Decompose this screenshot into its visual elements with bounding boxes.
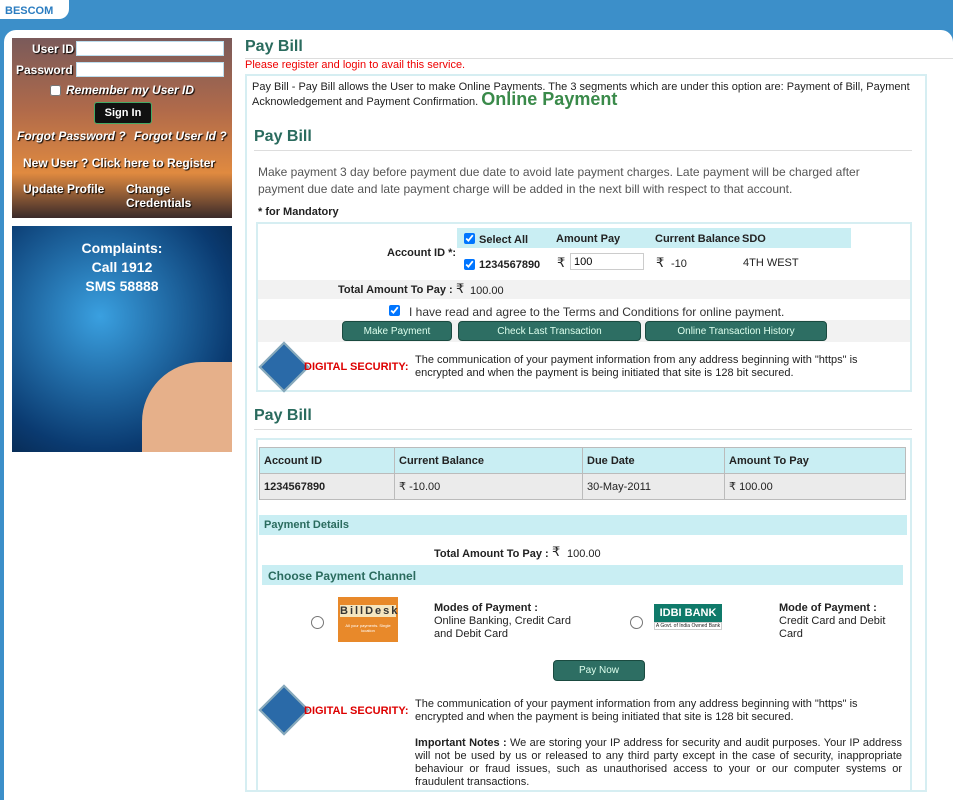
online-transaction-history-button[interactable]: Online Transaction History	[645, 321, 827, 341]
th-current-balance: Current Balance	[395, 448, 583, 474]
make-payment-button[interactable]: Make Payment	[342, 321, 452, 341]
notes-label: Important Notes :	[415, 737, 507, 749]
th-amount-to-pay: Amount To Pay	[725, 448, 906, 474]
digital-security-label: DIGITAL SECURITY:	[304, 705, 409, 717]
billdesk-modes	[434, 602, 574, 641]
idbi-modes	[779, 602, 889, 641]
rupee-icon: ₹	[552, 544, 561, 559]
billdesk-modes-title: Modes of Payment :	[434, 602, 538, 614]
sign-in-button[interactable]: Sign In	[94, 102, 152, 124]
digital-security-label: DIGITAL SECURITY:	[304, 361, 409, 373]
important-notes	[415, 737, 902, 789]
hand-phone-image	[142, 362, 232, 452]
row-due-date: 30-May-2011	[583, 474, 725, 500]
billdesk-logo-text: BillDesk	[340, 605, 400, 617]
idbi-radio[interactable]	[630, 616, 643, 629]
th-account-id: Account ID	[260, 448, 395, 474]
total-value: 100.00	[470, 285, 504, 297]
rupee-icon: ₹	[557, 255, 566, 270]
register-link[interactable]: New User ? Click here to Register	[23, 156, 216, 170]
idbi-modes-text: Credit Card and Debit Card	[779, 615, 886, 640]
col-amount-pay: Amount Pay	[556, 233, 621, 245]
total-value: 100.00	[567, 548, 601, 560]
idbi-tagline: A Govt. of India Owned Bank	[655, 623, 721, 629]
terms-label[interactable]: I have read and agree to the Terms and Conditions for online payment.	[409, 305, 785, 319]
online-payment-heading: Online Payment	[481, 89, 618, 109]
billdesk-logo[interactable]	[338, 597, 398, 642]
intro-desc: Pay Bill - Pay Bill allows the User to make Online Payments. The 3 segments which are under this option are: Payment of Bill, Payment Acknowledgement and Payment Confirmation.	[252, 81, 910, 108]
user-id-label: User ID	[32, 42, 75, 56]
bescom-logo[interactable]: BESCOM	[0, 0, 69, 19]
register-notice: Please register and login to avail this service.	[245, 59, 466, 71]
total-label: Total Amount To Pay :	[434, 548, 549, 560]
remember-checkbox[interactable]	[50, 85, 61, 96]
complaints-sms: SMS 58888	[85, 278, 159, 294]
th-due-date: Due Date	[583, 448, 725, 474]
complaints-title: Complaints:	[81, 240, 163, 256]
complaints-banner[interactable]	[12, 226, 232, 452]
payment-channel-header: Choose Payment Channel	[262, 565, 903, 585]
idbi-modes-title: Mode of Payment :	[779, 602, 877, 614]
row-account-id: 1234567890	[260, 474, 395, 500]
check-last-transaction-button[interactable]: Check Last Transaction	[458, 321, 641, 341]
col-sdo: SDO	[742, 233, 766, 245]
sdo-value: 4TH WEST	[743, 257, 799, 269]
balance-value: -10.00	[409, 481, 441, 493]
billdesk-modes-text: Online Banking, Credit Card and Debit Card	[434, 615, 571, 640]
forgot-user-id-link[interactable]: Forgot User Id ?	[134, 129, 227, 143]
security-text: The communication of your payment information from any address beginning with "https" is encrypted and when the payment is being initiated that site is 128 bit secured.	[415, 354, 858, 379]
intro-text	[252, 81, 917, 108]
notes-text: We are storing your IP address for security and audit purposes. Your IP address will not be used by us or released to any third party except in the case of security, inappropriate behaviour or fraud issues, such as unauthorised access to your or our computer systems or fraudulent transactions.	[415, 737, 902, 788]
table-row	[260, 474, 906, 500]
total-label: Total Amount To Pay :	[338, 284, 453, 296]
security-text: The communication of your payment information from any address beginning with "https" is encrypted and when the payment is being initiated that site is 128 bit secured.	[415, 698, 858, 723]
change-credentials-link[interactable]: Change Credentials	[126, 182, 192, 210]
amount-value: 100.00	[739, 481, 773, 493]
mandatory-note: * for Mandatory	[258, 206, 339, 218]
payment-instructions: Make payment 3 day before payment due date to avoid late payment charges. Late payment will be charged after payment due date and late payment charge will be added in the next bill with respect to that account.	[258, 165, 860, 196]
account-id-label: Account ID *:	[387, 247, 457, 259]
page-title: Pay Bill	[245, 38, 953, 59]
complaints-call: Call 1912	[91, 259, 153, 275]
rupee-icon: ₹	[399, 481, 406, 493]
password-label: Password	[16, 63, 73, 77]
password-input[interactable]	[76, 62, 224, 77]
update-profile-link[interactable]: Update Profile	[23, 182, 105, 196]
select-all-label: Select All	[479, 234, 529, 246]
account-id-value: 1234567890	[479, 259, 541, 271]
remember-label: Remember my User ID	[66, 83, 195, 97]
terms-checkbox[interactable]	[389, 305, 400, 316]
select-all-checkbox[interactable]	[464, 233, 475, 244]
account-checkbox[interactable]	[464, 259, 475, 270]
idbi-logo[interactable]	[654, 604, 722, 636]
current-balance-value: -10	[671, 258, 687, 270]
pay-now-button[interactable]: Pay Now	[553, 660, 645, 681]
section-title: Pay Bill	[254, 407, 912, 430]
col-current-balance: Current Balance	[655, 233, 740, 245]
rupee-icon: ₹	[456, 281, 465, 296]
bill-table	[259, 447, 906, 500]
rupee-icon: ₹	[729, 481, 736, 493]
amount-pay-input[interactable]	[570, 253, 644, 270]
billdesk-tagline: All your payments. Single location	[345, 623, 391, 633]
billdesk-radio[interactable]	[311, 616, 324, 629]
row-balance	[395, 474, 583, 500]
forgot-password-link[interactable]: Forgot Password ?	[17, 129, 126, 143]
row-amount	[725, 474, 906, 500]
idbi-logo-text: IDBI BANK	[654, 604, 722, 622]
login-box	[12, 38, 232, 218]
user-id-input[interactable]	[76, 41, 224, 56]
rupee-icon: ₹	[656, 255, 665, 270]
payment-details-header: Payment Details	[259, 515, 907, 535]
section-title: Pay Bill	[254, 128, 912, 151]
